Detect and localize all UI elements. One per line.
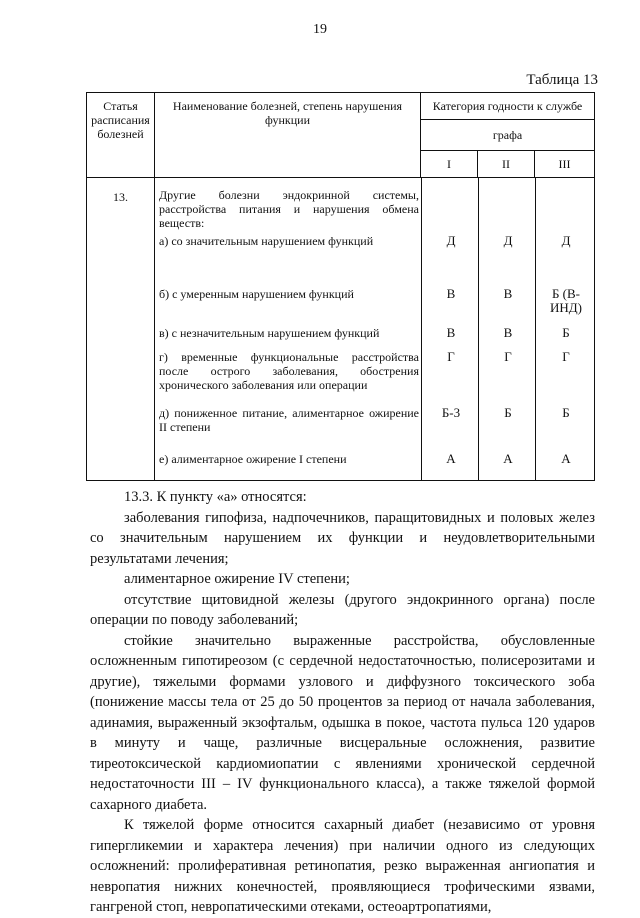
paragraph: 13.3. К пункту «а» относятся: [124, 489, 307, 505]
row-val-1: Б-3 [441, 405, 461, 420]
row-val-2: А [503, 451, 513, 466]
row-val-1: В [446, 325, 456, 340]
row-val-3: А [561, 451, 571, 466]
row-val-2: В [503, 286, 513, 301]
paragraph: К тяжелой форме относится сахарный диабет (независимо от уровня гипергликемии и характера лечения) при наличии одного из следующих осложнений: пролиферативная ретинопатия, резко выраженная ангиопатия и невропатия нижних конечностей, проявляющиеся трофическими язвами, гангреной стоп, невропатическими отеками, остеоартропатиями, [90, 817, 595, 915]
page-number: 19 [313, 22, 327, 37]
article-number: 13. [87, 178, 155, 481]
row-val-2: Г [504, 349, 512, 364]
row-val-3: Б [562, 325, 570, 340]
row-val-3: Б [562, 405, 570, 420]
row-val-1: А [446, 451, 456, 466]
row-val-2: Б [504, 405, 512, 420]
header-article: Статья расписания болезней [87, 93, 155, 178]
row-val-3: Б (В-ИНД) [550, 286, 582, 315]
row-desc: в) с незначительным нарушением функций [159, 326, 380, 340]
row-desc: г) временные функциональные расстройства после острого заболевания, обострения хронического заболевания или операции [159, 350, 419, 392]
fitness-table [86, 92, 595, 481]
paragraph: отсутствие щитовидной железы (другого эндокринного органа) после операции по поводу заболеваний; [90, 591, 595, 628]
row-val-2: В [503, 325, 513, 340]
row-desc: а) со значительным нарушением функций [159, 234, 374, 248]
row-desc: д) пониженное питание, алиментарное ожирение II степени [159, 406, 419, 434]
intro-text: Другие болезни эндокринной системы, расстройства питания и нарушения обмена веществ: [159, 188, 419, 230]
header-col-3: III [535, 151, 595, 178]
header-col-2: II [478, 151, 535, 178]
body-text [90, 487, 595, 918]
header-graf: графа [421, 120, 595, 151]
table-caption: Таблица 13 [526, 72, 598, 88]
paragraph: стойкие значительно выраженные расстройства, обусловленные осложненным гипотиреозом (с сердечной недостаточностью, полисерозитами и другие), тяжелыми формами узлового и диффузного токсического зоба (понижение массы тела от 25 до 50 процентов за период от начала заболевания, адинамия, выраженный экзофтальм, одышка в покое, частота пульса 120 ударов в минуту и чаще, различные висцеральные осложнения, развитие тиреотоксической кардиомиопатии с явлениями хронической сердечной недостаточности III – IV функционального класса), а также тяжелой формой сахарного диабета. [90, 632, 595, 813]
row-val-1: В [446, 286, 456, 301]
row-desc: б) с умеренным нарушением функций [159, 287, 354, 301]
paragraph: заболевания гипофиза, надпочечников, паращитовидных и половых желез со значительным нарушением их функции и неудовлетворительными результатами лечения; [90, 509, 595, 567]
header-category: Категория годности к службе [421, 93, 595, 120]
row-val-1: Д [446, 233, 456, 248]
row-val-1: Г [447, 349, 455, 364]
table-body [155, 178, 595, 481]
row-desc: е) алиментарное ожирение I степени [159, 452, 347, 466]
header-col-1: I [421, 151, 478, 178]
paragraph: алиментарное ожирение IV степени; [124, 571, 350, 587]
row-val-2: Д [503, 233, 513, 248]
row-val-3: Г [562, 349, 570, 364]
header-name: Наименование болезней, степень нарушения функции [155, 93, 421, 178]
row-val-3: Д [561, 233, 571, 248]
